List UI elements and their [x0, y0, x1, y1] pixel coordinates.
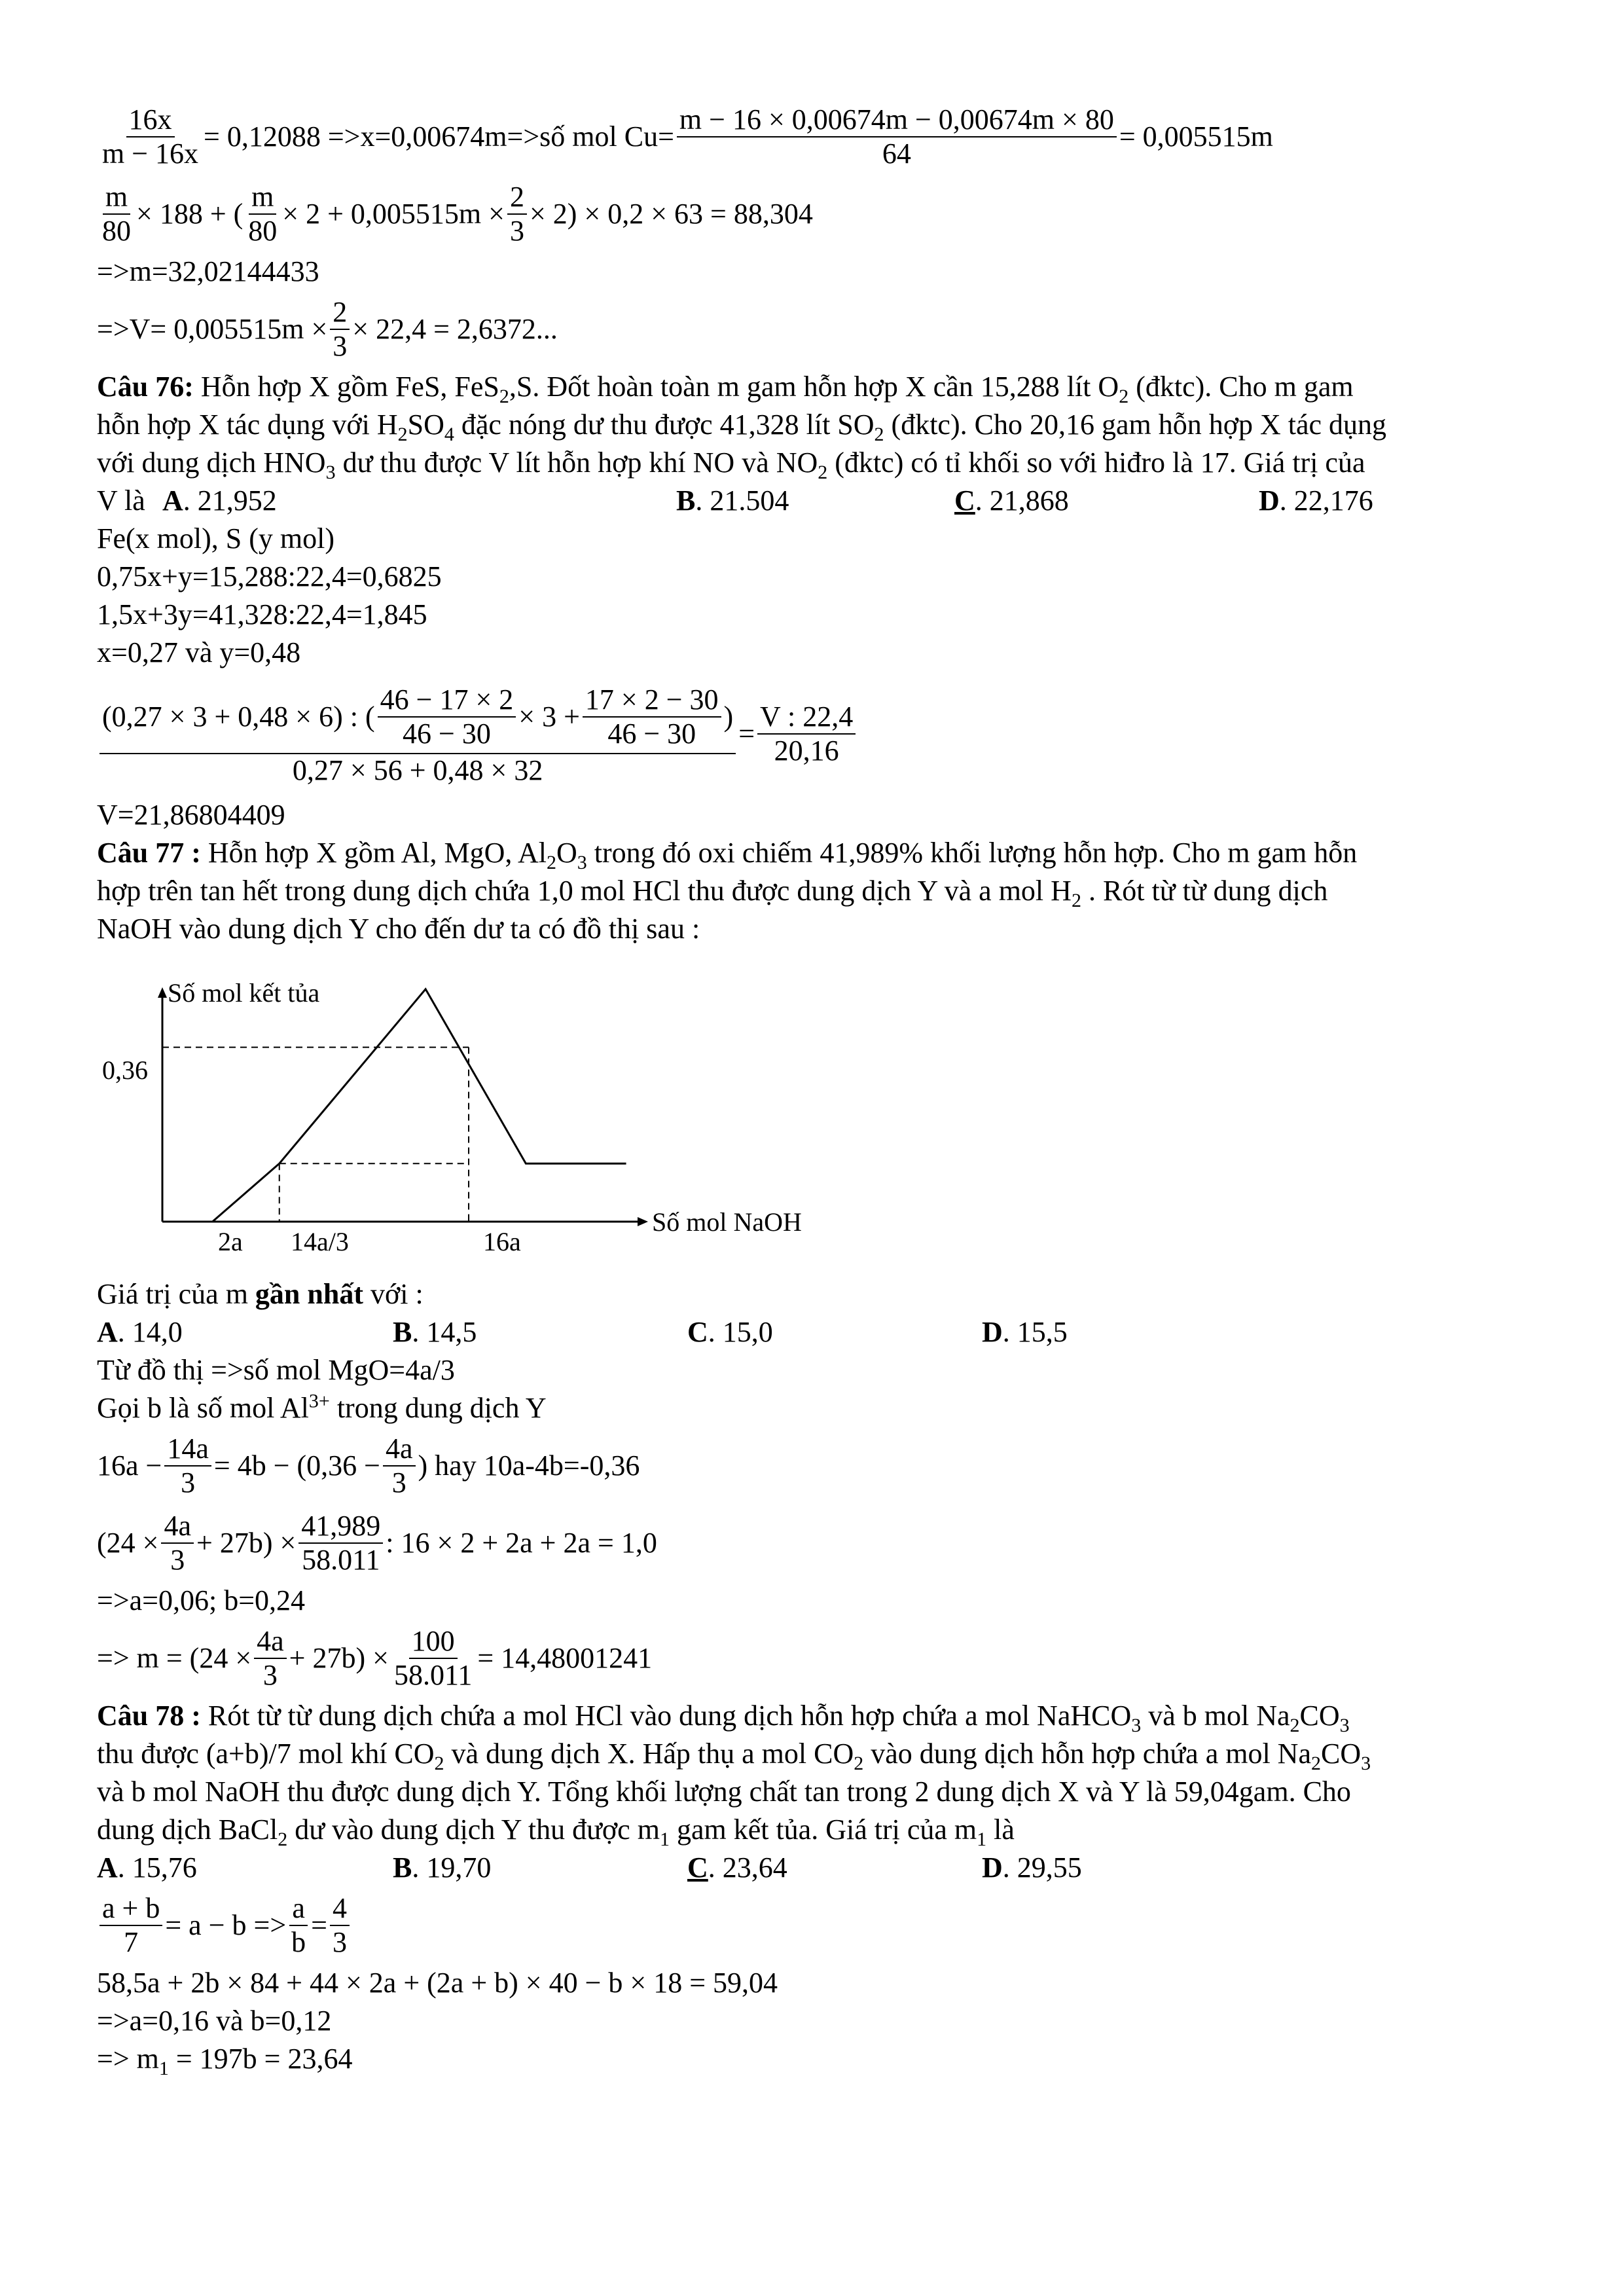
- q77-equation-1: 16a − $\frac{14a}{3}$ = 4b − (0,36 − $\frac{4a}{3}$ ) hay 10a-4b=-0,36: [97, 1432, 640, 1499]
- solution-line-4: =>V= 0,005515m × $\frac{2}{3}$ × 22,4 = 2,6372...: [97, 296, 558, 362]
- option-c[interactable]: C. 21,868: [954, 484, 1069, 517]
- option-a[interactable]: A. 21,952: [162, 484, 277, 517]
- q76-line-3: với dung dịch $HNO_3$ dư thu được V lít hỗn hợp khí NO và $NO_2$ (đktc) có tỉ khối so với hiđro là 17. Giá trị của: [97, 446, 1365, 483]
- q78-options: [97, 1849, 1570, 1887]
- q77-equation-3: => m = (24 × $\frac{4a}{3}$ + 27b) × $\frac{100}{58.011}$ = 14,48001241: [97, 1625, 653, 1691]
- fraction: $\frac{16x}{m - 16x}$: [102, 103, 199, 170]
- fraction: $\frac{a}{b}$: [289, 1892, 308, 1959]
- option-a[interactable]: A. 15,76: [97, 1851, 197, 1884]
- option-c[interactable]: C. 23,64: [687, 1851, 787, 1884]
- q77-line-3: NaOH vào dung dịch Y cho đến dư ta có đồ thị sau :: [97, 913, 700, 945]
- q76-line-2: hỗn hợp X tác dụng với $H_2SO_4$ đặc nóng dư thu được 41,328 lít $SO_2$ (đktc). Cho 20,16 gam hỗn hợp X tác dụng: [97, 409, 1387, 445]
- question-label: Câu 78 :: [97, 1700, 201, 1732]
- fraction: $\frac{17 \times 2 - 30}{46 - 30}$: [583, 683, 721, 750]
- q78-result: => $m_1 = 197b = 23,64$: [97, 2043, 353, 2079]
- solution-line-2: $\frac{m}{80}$ × 188 + ( $\frac{m}{80}$ × 2 + 0,005515m × $\frac{2}{3}$ × 2) × 0,2 × 63 = 88,304: [97, 175, 1570, 253]
- y-axis-label: Số mol kết tủa: [168, 978, 320, 1008]
- chart-svg: [97, 948, 882, 1275]
- fraction: $\frac{4}{3}$: [330, 1892, 350, 1959]
- option-a[interactable]: A. 14,0: [97, 1316, 183, 1348]
- fraction: (0,27 × 3 + 0,48 × 6) : ( $\frac{46 - 17 \times 2}{46 - 30}$ × 3 + $\frac{17 \times 2 - 30}{46 - 30}$ ) 0,27 × 56 + 0,48 × 32: [99, 681, 736, 787]
- fraction: $\frac{m - 16 \times 0,00674m - 0,00674m \times 80}{64}$: [677, 103, 1117, 170]
- q76-line-1: Câu 76: Hỗn hợp X gồm FeS, FeS$_2$,S. Đốt hoàn toàn m gam hỗn hợp X cần 15,288 lít $O_2$ (đktc). Cho m gam: [97, 371, 1354, 407]
- q77-line-1: Câu 77 : Hỗn hợp X gồm Al, MgO, $Al_2O_3$ trong đó oxi chiếm 41,989% khối lượng hỗn hợp. Cho m gam hỗn: [97, 837, 1358, 873]
- solution-line-1: $\frac{16x}{m - 16x}$ = 0,12088 =>x=0,00674m=>số mol Cu= $\frac{m - 16 \times 0,00674m - 0,00674m \times 80}{64}$ = 0,005515m: [97, 98, 1570, 175]
- q77-step-3: =>a=0,06; b=0,24: [97, 1584, 306, 1616]
- q76-options: V là A. 21,952 B. 21.504 C. 21,868 D. 22,176: [97, 482, 1570, 520]
- option-d[interactable]: D. 29,55: [982, 1851, 1082, 1884]
- fraction: $\frac{4a}{3}$: [161, 1510, 194, 1576]
- series-line: [213, 989, 626, 1222]
- q78-line-3: và b mol NaOH thu được dung dịch Y. Tổng khối lượng chất tan trong 2 dung dịch X và Y là 59,04gam. Cho: [97, 1776, 1351, 1808]
- q77-step-2: Gọi b là số mol $Al^{3+}$ trong dung dịch Y: [97, 1390, 547, 1424]
- x-tick-label: 14a/3: [291, 1227, 349, 1256]
- q77-options: [97, 1313, 1570, 1351]
- chart-marks: [162, 989, 626, 1222]
- q77-line-2: hợp trên tan hết trong dung dịch chứa 1,0 mol HCl thu được dung dịch Y và a mol $H_2$ . Rót từ từ dung dịch: [97, 875, 1328, 911]
- fraction: $\frac{2}{3}$: [507, 181, 527, 247]
- precipitate-chart: [97, 948, 1570, 1275]
- option-b[interactable]: B. 21.504: [676, 484, 789, 517]
- q78-line-1: Câu 78 : Rót từ từ dung dịch chứa a mol HCl vào dung dịch hỗn hợp chứa a mol NaHCO$_3$ và b mol $Na_2CO_3$: [97, 1700, 1350, 1736]
- question-label: Câu 76:: [97, 371, 194, 403]
- fraction: $\frac{4a}{3}$: [254, 1625, 287, 1692]
- q76-result: V=21,86804409: [97, 799, 285, 831]
- fraction: $\frac{41,989}{58.011}$: [298, 1510, 383, 1576]
- option-d[interactable]: D. 22,176: [1259, 484, 1373, 517]
- y-tick-label: 0,36: [102, 1055, 148, 1085]
- fraction: $\frac{V : 22,4}{20,16}$: [757, 701, 856, 767]
- option-c[interactable]: C. 15,0: [687, 1316, 773, 1348]
- x-tick-label: 2a: [218, 1227, 243, 1256]
- fraction: $\frac{2}{3}$: [330, 296, 350, 363]
- q76-big-equation: (0,27 × 3 + 0,48 × 6) : ( $\frac{46 - 17 \times 2}{46 - 30}$ × 3 + $\frac{17 \times 2 - 30}{46 - 30}$ ) 0,27 × 56 + 0,48 × 32 = $\frac{V : 22,4}{20,16}$: [97, 672, 1570, 796]
- q76-step-1: Fe(x mol), S (y mol): [97, 522, 334, 555]
- q77-step-1: Từ đồ thị =>số mol MgO=4a/3: [97, 1354, 455, 1386]
- q78-equation-1: $\frac{a + b}{7}$ = a − b => $\frac{a}{b}$ = $\frac{4}{3}$: [97, 1887, 1570, 1964]
- fraction: $\frac{14a}{3}$: [164, 1432, 211, 1499]
- solution-line-3: =>m=32,02144433: [97, 255, 319, 287]
- fraction: $\frac{m}{80}$: [102, 181, 131, 247]
- y-axis-arrow-icon: [158, 987, 167, 998]
- fraction: $\frac{4a}{3}$: [383, 1432, 416, 1499]
- q78-line-2: thu được (a+b)/7 mol khí $CO_2$ và dung dịch X. Hấp thụ a mol $CO_2$ vào dung dịch hỗn hợp chứa a mol $Na_2CO_3$: [97, 1738, 1371, 1774]
- q76-step-3: 1,5x+3y=41,328:22,4=1,845: [97, 598, 427, 630]
- q77-equation-2: (24 × $\frac{4a}{3}$ + 27b) × $\frac{41,989}{58.011}$ : 16 × 2 + 2a + 2a = 1,0: [97, 1510, 657, 1576]
- q76-step-2: 0,75x+y=15,288:22,4=0,6825: [97, 560, 442, 592]
- x-tick-label: 16a: [483, 1227, 521, 1256]
- document-page: [97, 98, 1570, 2078]
- question-label: Câu 77 :: [97, 837, 201, 869]
- fraction: $\frac{100}{58.011}$: [393, 1625, 473, 1691]
- fraction: $\frac{46 - 17 \times 2}{46 - 30}$: [378, 683, 516, 750]
- x-axis-label: Số mol NaOH: [652, 1207, 802, 1237]
- fraction: $\frac{m}{80}$: [248, 181, 278, 247]
- q76-step-4: x=0,27 và y=0,48: [97, 636, 301, 668]
- option-b[interactable]: B. 19,70: [393, 1851, 492, 1884]
- x-axis-arrow-icon: [638, 1217, 648, 1226]
- q78-step-1: =>a=0,16 và b=0,12: [97, 2005, 332, 2037]
- option-d[interactable]: D. 15,5: [982, 1316, 1068, 1348]
- q77-question: Giá trị của m gần nhất với :: [97, 1278, 424, 1310]
- q78-equation-2: 58,5a + 2b × 84 + 44 × 2a + (2a + b) × 40 − b × 18 = 59,04: [97, 1967, 778, 1999]
- q78-line-4: dung dịch BaCl$_2$ dư vào dung dịch Y thu được $m_1$ gam kết tủa. Giá trị của $m_1$ là: [97, 1813, 1015, 1850]
- fraction: $\frac{a + b}{7}$: [99, 1892, 162, 1959]
- option-b[interactable]: B. 14,5: [393, 1316, 477, 1348]
